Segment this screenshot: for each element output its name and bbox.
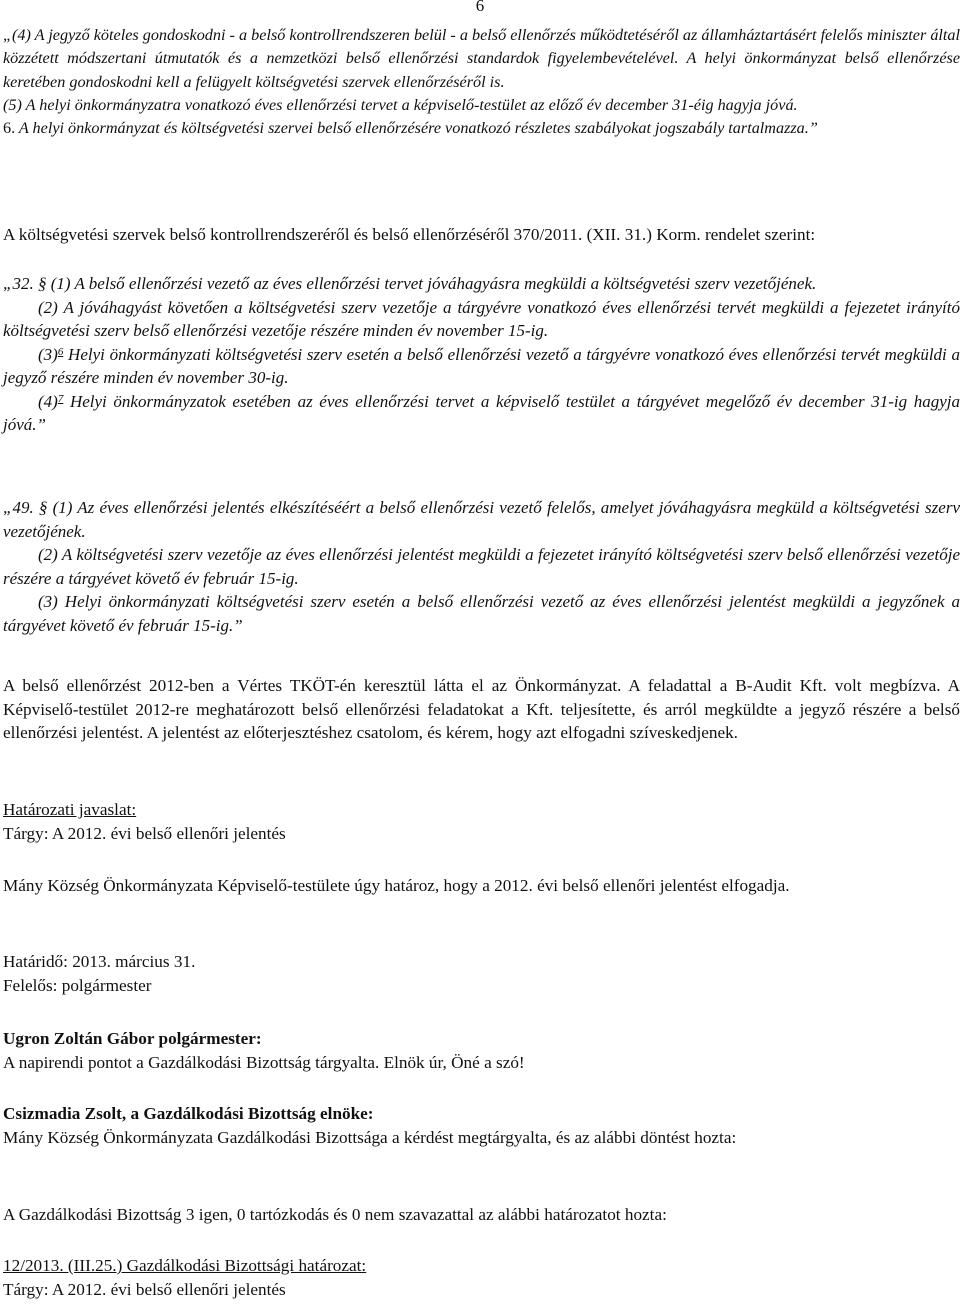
section-32-paragraph-2: (2) A jóváhagyást követően a költségvetési szerv vezetője a tárgyévre vonatkozó éves ellenőrzési tervét megküldi a fejezetet irányító költségvetési szerv belső ellenőrzési vezetője részére minden év november 15-ig. [3,297,960,340]
quoted-law-section [3,24,960,140]
page-number: 6 [475,0,485,15]
proposal-heading: Határozati javaslat: [3,800,137,819]
paragraph-6-number: 6. [3,119,16,138]
decree-intro: A költségvetési szervek belső kontrollrendszeréről és belső ellenőrzéséről 370/2011. (XII. 31.) Korm. rendelet szerint: [3,225,816,244]
proposal-deadline: Határidő: 2013. március 31. [3,952,196,971]
paragraph-3-text: Helyi önkormányzati költségvetési szerv esetén a belső ellenőrzési vezető a tárgyévre vonatkozó éves ellenőrzési tervét megküldi a jegyző részére minden év november 30-ig. [3,344,960,387]
section-32 [3,272,960,437]
section-32-paragraph-4 [3,390,960,437]
section-49-paragraph-3: (3) Helyi önkormányzati költségvetési szerv esetén a belső ellenőrzési vezető az éves ellenőrzési jelentést megküldi a jegyzőnek a tárgyévet követő év február 15-ig.” [3,592,960,635]
proposal-responsible: Felelős: polgármester [3,976,152,995]
resolution-subject: Tárgy: A 2012. évi belső ellenőri jelentés [3,1280,286,1299]
section-49-paragraph-2: (2) A költségvetési szerv vezetője az éves ellenőrzési jelentést megküldi a fejezetet irányító költségvetési szerv belső ellenőrzési vezetője részére a tárgyévet követő év február 15-ig. [3,545,960,588]
paragraph-6 [3,117,960,140]
paragraph-3-label: (3) [38,344,58,364]
paragraph-5: (5) A helyi önkormányzatra vonatkozó éves ellenőrzési tervet a képviselő-testület az előző év december 31-éig hagyja jóvá. [3,95,798,114]
footnote-7-link[interactable]: 7 [57,392,64,405]
paragraph-4: „(4) A jegyző köteles gondoskodni - a belső kontrollrendszeren belül - a belső ellenőrzés működtetéséről az államháztartásért felelős miniszter által közzétett módszertani útmutatók és a nemzetközi belső ellenőrzési standardok figyelembevételével. A helyi önkormányzat belső ellenőrzése keretében gondoskodni kell a felügyelt költségvetési szervek ellenőrzéséről is. [3,26,960,91]
vote-text: A Gazdálkodási Bizottság 3 igen, 0 tartózkodás és 0 nem szavazattal az alábbi határozatot hozta: [3,1205,667,1224]
paragraph-6-text: A helyi önkormányzat és költségvetési szervei belső ellenőrzésére vonatkozó részletes szabályokat jogszabály tartalmazza.” [18,119,818,138]
footnote-6-link[interactable]: 6 [57,345,64,358]
mayor-speaker: Ugron Zoltán Gábor polgármester: [3,1029,262,1048]
resolution-heading: 12/2013. (III.25.) Gazdálkodási Bizottsági határozat: [3,1256,367,1275]
section-32-paragraph-3 [3,343,960,390]
paragraph-4-text: Helyi önkormányzatok esetében az éves ellenőrzési tervet a képviselő testület a tárgyévet megelőző év december 31-ig hagyja jóvá.” [3,391,960,434]
mayor-text: A napirendi pontot a Gazdálkodási Bizottság tárgyalta. Elnök úr, Öné a szó! [3,1053,525,1072]
paragraph-4-label: (4) [38,391,58,411]
section-32-paragraph-1: „32. § (1) A belső ellenőrzési vezető az éves ellenőrzési tervet jóváhagyásra megküldi a költségvetési szerv vezetőjének. [3,274,817,293]
chair-speaker: Csizmadia Zsolt, a Gazdálkodási Bizottság elnöke: [3,1104,374,1123]
proposal-subject: Tárgy: A 2012. évi belső ellenőri jelentés [3,824,286,843]
section-49-paragraph-1: „49. § (1) Az éves ellenőrzési jelentés elkészítéséért a belső ellenőrzési vezető felelős, amelyet jóváhagyásra megküld a költségvetési szerv vezetőjének. [3,498,960,541]
chair-text: Mány Község Önkormányzata Gazdálkodási Bizottsága a kérdést megtárgyalta, és az alábbi döntést hozta: [3,1128,737,1147]
proposal-decision: Mány Község Önkormányzata Képviselő-testülete úgy határoz, hogy a 2012. évi belső ellenőri jelentést elfogadja. [3,876,790,895]
section-49 [3,496,960,637]
audit-paragraph: A belső ellenőrzést 2012-ben a Vértes TKÖT-én keresztül látta el az Önkormányzat. A feladattal a B-Audit Kft. volt megbízva. A Képviselő-testület 2012-re meghatározott belső ellenőrzési feladatokat a Kft. teljesítette, és arról megküldte a jegyző részére a belső ellenőrzési jelentést. A jelentést az előterjesztéshez csatolom, és kérem, hogy azt elfogadni szíveskedjenek. [3,676,960,742]
